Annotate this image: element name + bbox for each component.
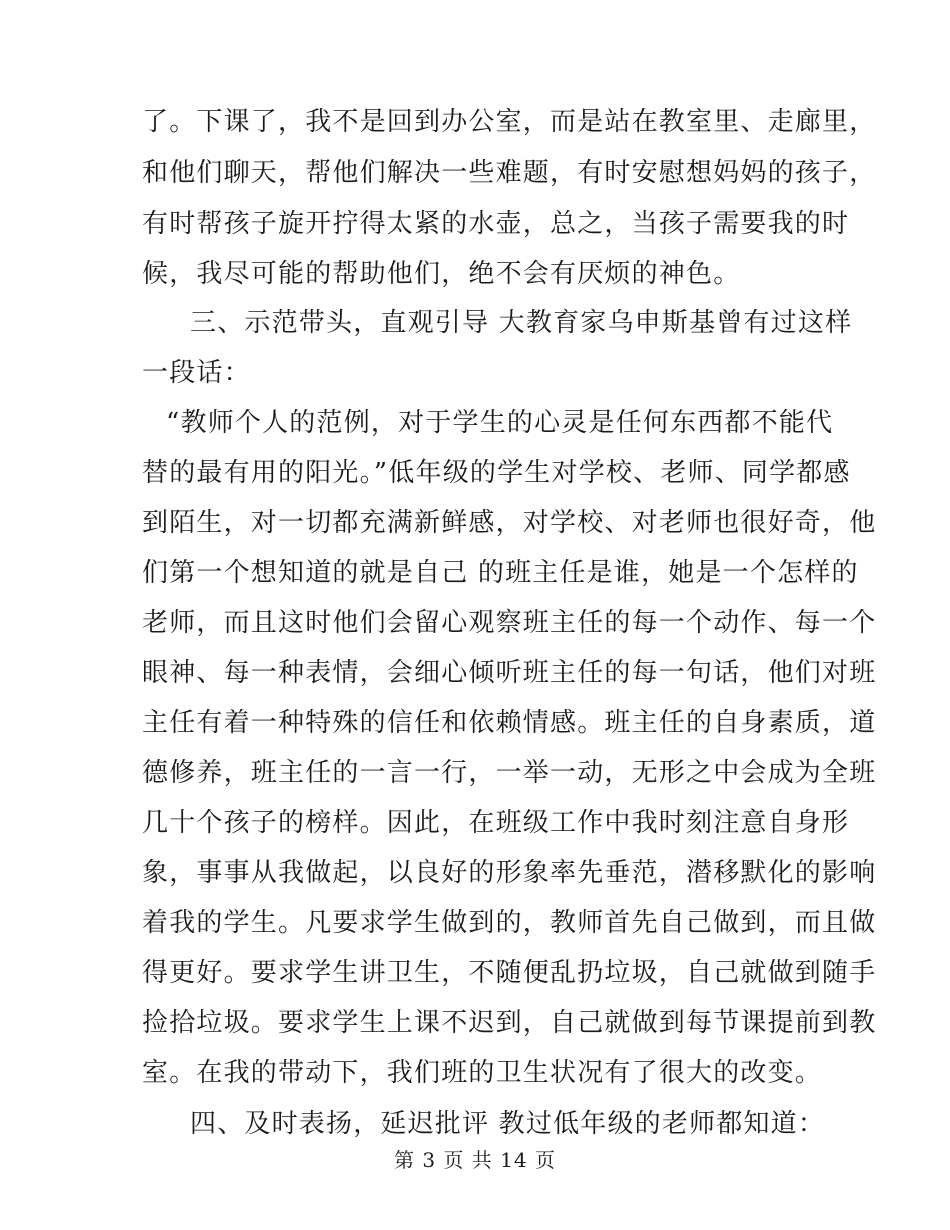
section-heading: 三、示范带头，直观引导 大教育家乌申斯基曾有过这样	[190, 308, 853, 338]
page-number-footer: 第 3 页 共 14 页	[394, 1148, 556, 1172]
text-line: 了。下课了，我不是回到办公室，而是站在教室里、走廊里，	[142, 107, 877, 137]
text-line: 到陌生，对一切都充满新鲜感，对学校、对老师也很好奇，他	[142, 508, 877, 538]
text-line: 和他们聊天，帮他们解决一些难题，有时安慰想妈妈的孩子，	[142, 158, 877, 188]
text-line: 替的最有用的阳光。”低年级的学生对学校、老师、同学都感	[142, 458, 851, 488]
text-line: 德修养，班主任的一言一行，一举一动，无形之中会成为全班	[142, 758, 877, 788]
text-line: 得更好。要求学生讲卫生，不随便乱扔垃圾，自己就做到随手	[142, 958, 877, 988]
text-line: 老师，而且这时他们会留心观察班主任的每一个动作、每一个	[142, 608, 877, 638]
text-line: 几十个孩子的榜样。因此，在班级工作中我时刻注意自身形	[142, 808, 850, 838]
text-line: 一段话：	[142, 358, 251, 388]
text-line: 室。在我的带动下，我们班的卫生状况有了很大的改变。	[142, 1058, 823, 1088]
text-line: 有时帮孩子旋开拧得太紧的水壶，总之，当孩子需要我的时	[142, 209, 850, 239]
quote-line: “教师个人的范例，对于学生的心灵是任何东西都不能代	[166, 408, 834, 438]
text-line: 捡拾垃圾。要求学生上课不迟到，自己就做到每节课提前到教	[142, 1008, 877, 1038]
text-line: 象，事事从我做起，以良好的形象率先垂范，潜移默化的影响	[142, 858, 877, 888]
text-line: 候，我尽可能的帮助他们，绝不会有厌烦的神色。	[142, 259, 741, 289]
text-line: 眼神、每一种表情，会细心倾听班主任的每一句话，他们对班	[142, 658, 877, 688]
text-line: 们第一个想知道的就是自己 的班主任是谁，她是一个怎样的	[142, 558, 859, 588]
text-line: 着我的学生。凡要求学生做到的，教师首先自己做到，而且做	[142, 908, 877, 938]
section-heading: 四、及时表扬，延迟批评 教过低年级的老师都知道：	[190, 1109, 826, 1139]
text-line: 主任有着一种特殊的信任和依赖情感。班主任的自身素质，道	[142, 708, 877, 738]
